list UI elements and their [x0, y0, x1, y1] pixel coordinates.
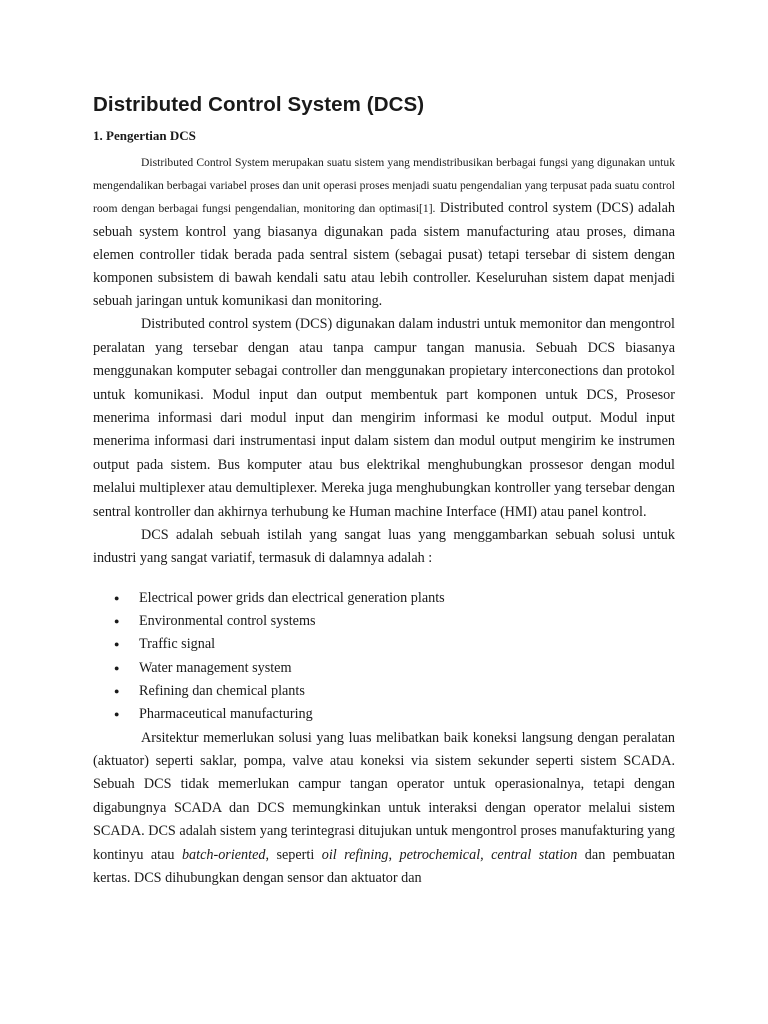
architecture-text-2: , seperti [265, 846, 322, 863]
term-batch-oriented: batch-oriented [181, 846, 266, 863]
bullet-icon: ● [114, 686, 120, 697]
list-item [93, 587, 675, 610]
list-item [93, 610, 675, 633]
list-item-text: Refining dan chemical plants [139, 683, 305, 700]
bullet-icon: ● [114, 709, 120, 720]
list-item-text: Pharmaceutical manufacturing [139, 706, 313, 723]
list-item-text: Environmental control systems [139, 613, 316, 630]
list-item [93, 703, 675, 726]
term-oil-refining: oil refining [321, 846, 389, 863]
paragraph-definition [93, 151, 675, 313]
architecture-text-3: , [388, 846, 400, 863]
bullet-icon: ● [114, 616, 120, 627]
list-item [93, 680, 675, 703]
definition-small-text: Distributed Control System merupakan suatu sistem yang mendistribusikan berbagai fungsi yang digunakan untuk mengendalikan berbagai variabel proses dan unit operasi proses menjadi suatu pengendalian yang terpusat pada suatu control room dengan berbagai fungsi pengendalian, monitoring dan optimasi[1]. [93, 156, 675, 216]
list-item [93, 633, 675, 656]
bullet-icon: ● [114, 662, 120, 673]
paragraph-dcs-usage: Distributed control system (DCS) digunakan dalam industri untuk memonitor dan mengontrol peralatan yang tersebar dengan atau tanpa campur tangan manusia. Sebuah DCS biasanya menggunakan komputer sebagai controller dan menggunakan propietary interconections dan protokol untuk komunikasi. Modul input dan output membentuk part komponen untuk DCS, Prosesor menerima informasi dari modul input dan mengirim informasi ke modul output. Modul input menerima informasi dari instrumentasi input dalam sistem dan modul output mengirim ke instrumen output pada sistem. Bus komputer atau bus elektrikal menghubungkan prossesor dengan modul melalui multiplexer atau demultiplexer. Mereka juga menghubungkan kontroller yang tersebar dengan sentral kontroller dan akhirnya terhubung ke Human machine Interface (HMI) atau panel kontrol. [93, 316, 675, 520]
list-item [93, 657, 675, 680]
bullet-icon: ● [114, 639, 120, 650]
architecture-text-4: dan pembuatan kertas. DCS dihubungkan dengan sensor dan aktuator dan [93, 846, 675, 887]
paragraph-architecture [93, 727, 675, 891]
architecture-text-1: Arsitektur memerlukan solusi yang luas melibatkan baik koneksi langsung dengan peralatan (aktuator) seperti saklar, pompa, valve atau koneksi via sistem sekunder seperti sistem SCADA. Sebuah DCS tidak memerlukan campur tangan operator untuk operasionalnya, tetapi dengan digabungnya SCADA dan DCS memungkinkan untuk interaksi dengan operator melalui sistem SCADA. DCS adalah sistem yang terintegrasi ditujukan untuk mengontrol proses manufakturing yang kontinyu atau [93, 729, 675, 863]
section-heading: 1. Pengertian DCS [93, 128, 196, 143]
list-item-text: Traffic signal [139, 636, 216, 653]
definition-body-text: Distributed control system (DCS) adalah sebuah system kontrol yang biasanya digunakan pada sistem manufacturing atau proses, dimana elemen controller tidak berada pada sentral sistem (sebagai pusat) tetapi tersebar di sistem dengan komponen subsistem di bawah kendali satu atau lebih controller. Keseluruhan sistem dapat menjadi sebuah jaringan untuk komunikasi dan monitoring. [93, 200, 675, 310]
industry-list [93, 587, 675, 727]
document-title: Distributed Control System (DCS) [93, 93, 425, 116]
list-item-text: Electrical power grids dan electrical generation plants [139, 589, 445, 606]
bullet-icon: ● [114, 592, 120, 603]
term-petrochemical-central-station: petrochemical, central station [399, 846, 578, 863]
list-item-text: Water management system [139, 659, 292, 676]
paragraph-dcs-scope: DCS adalah sebuah istilah yang sangat luas yang menggambarkan sebuah solusi untuk industri yang sangat variatif, termasuk di dalamnya adalah : [93, 527, 675, 567]
